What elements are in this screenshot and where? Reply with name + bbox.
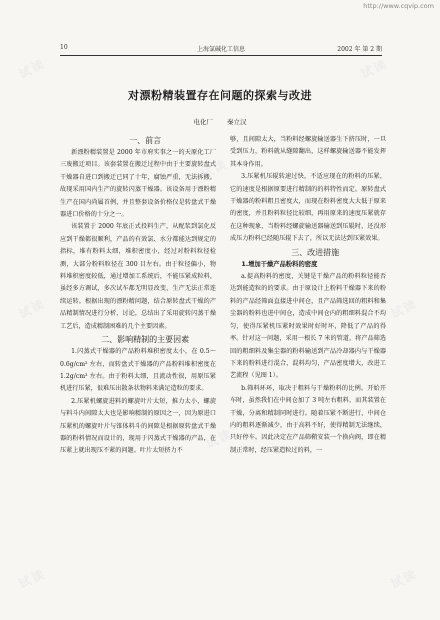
watermark: 试读 — [203, 426, 235, 452]
watermark: 试读 — [388, 566, 420, 592]
author-name: 秦立汉 — [227, 118, 247, 126]
article-authors — [0, 117, 440, 126]
watermark: 试读 — [16, 566, 48, 592]
watermark: 试读 — [16, 56, 48, 82]
intro-paragraph-1: 新漂粉精装置是 2000 年市府实事之一的天原化工厂三废搬迁项目。该套装置在搬迁过程中由于主要旋转盘式干燥器自进口到搬迁已同了十年，腐蚀严重，无法拆搬。故现采用国内生产的旋转闪蒸干燥器。该设备用于漂粉精生产在国内尚属首例，并且整套设备价格仅是转盘式干燥器进口价格的十分之一。 — [60, 149, 216, 219]
header-rule — [60, 55, 382, 56]
factor-3-paragraph: 3.压紧机压辊转速过快，不适应现在的粉料的压紧，它的速度是根据原要进行精制的的料特性而定。原转盘式干燥器的粉料粗且密度大，而现在粉料密度大大低于原来的密度，并且粉料粒径比较细，再用原来的速度压紧就存在这种现象，当粉料经螺旋输送器输送到压辊时，还没形成压力粉料已经随压辊下去了，所以无法达到压紧效果。 — [230, 173, 386, 243]
improvement-a-paragraph: a.提高粉料的密度，关键是干燥产品的粉料粒径能否达到能造粒的的要求。由于原设计上粉料干燥器下来的粉料的产品经筛面直接进中间仓，且产品筛选回的粗料和集尘器的粉料也进中间仓，造成中间仓内的粗细料混合不均匀，使得压紧机压紧时效果时好时坏，降低了产品的得率。针对这一问题，采用一根长 7 米的管道，将产品筛选回的粗细料及集尘器的粉料输送到产品冷却器内与干燥器下来的粉料进行混合，混料均匀，产品密度增大，改进工艺流程（见图 1）。 — [230, 273, 386, 380]
factor-2-paragraph: 2.压紧机螺旋进料的螺旋叶片太短，推力太小，螺旋与料斗内间隙太大也是影响精制的原因之一，因为原进口压紧机的螺旋叶片与锥体料斗的间隙是根据原转盘式干燥器的粉料情况而设计的，现用于闪蒸式干燥器的产品，在压紧上就出现压不紧的问题。叶片太短挤力不 — [60, 397, 216, 455]
watermark: 试读 — [16, 296, 48, 322]
article-title: 对漂粉精装置存在问题的探索与改进 — [128, 89, 312, 102]
improvement-b-paragraph: b.筛料环环，取决于粗料与干燥粉料的比例。开始开车时，虽然我们在中间仓加了 3 吨左右粗料，而其装置在干燥，分离和精制同时进行。随着压紧不断进行，中间仓内的粗料逐渐减少，由于高料不好，使得精制无法继续，只好停车。因此决定在产品筛鞘安装一个换向阀，即在精制正常时，经压紧造粒过的料，一 — [230, 384, 386, 454]
watermark-url: http://www.cqvip.com — [363, 2, 434, 10]
subsection-heading-density: 1.增加干燥产品粉料的密度 — [241, 260, 318, 268]
left-column — [60, 134, 216, 458]
author-affiliation: 电化厂 — [193, 118, 213, 126]
section-heading-intro: 一、前言 — [129, 136, 162, 145]
section-heading-improvements: 三、改进措施 — [291, 247, 340, 257]
issue-label: 2002 年 第 2 期 — [337, 46, 382, 53]
factor-2-continued: 够，且间隙太大，当粉料经螺旋输送器生下挤压时，一旦受到压力，粉料就从缝隙翻出，这样螺旋输送器不能发挥其本身作用。 — [230, 136, 386, 168]
factor-1-paragraph: 1.闪蒸式干燥器的产品粉料堆积密度太小，在 0.5～0.6g/cm³ 左右，而转盘式干燥器的产品粉料堆积密度在 1.2g/cm³ 左右。由于粉料太细，且流动性很，用原压紧机进行压紧，很难压出散条状物料来满足造粒的要求。 — [60, 348, 216, 393]
right-column — [230, 134, 386, 457]
watermark: 试读 — [388, 296, 420, 322]
running-header — [60, 44, 382, 54]
watermark: 试读 — [198, 156, 230, 182]
intro-paragraph-2: 该装置于 2000 年底正式投料生产，从配浆到氯化反应到干燥都很顺利，产品的有效氯、水分都能达到规定的指标，堆有粉料太细，堆积密度小，经过对粉料粒径检测，大部分粉料粒径在 300 目左右。由于粒径偏小，物料堆积密度较低，通过增加工系统后，不能压紧成粒料，虽经多方调试，多次试车都无明显改变，生产无法正常连续运转。根据出现的漂粉精问题，结合原转盘式干燥的产品精制情况进行分析、讨论，总结出了采用旋转闪蒸干燥工艺后，造成精制困难的几个主要因素。 — [60, 223, 216, 330]
journal-name: 上海氯碱化工信息 — [196, 46, 245, 53]
watermark: 试读 — [358, 56, 390, 82]
page-number: 10 — [60, 44, 68, 51]
section-heading-factors: 二、影响精制的主要因素 — [101, 335, 190, 345]
